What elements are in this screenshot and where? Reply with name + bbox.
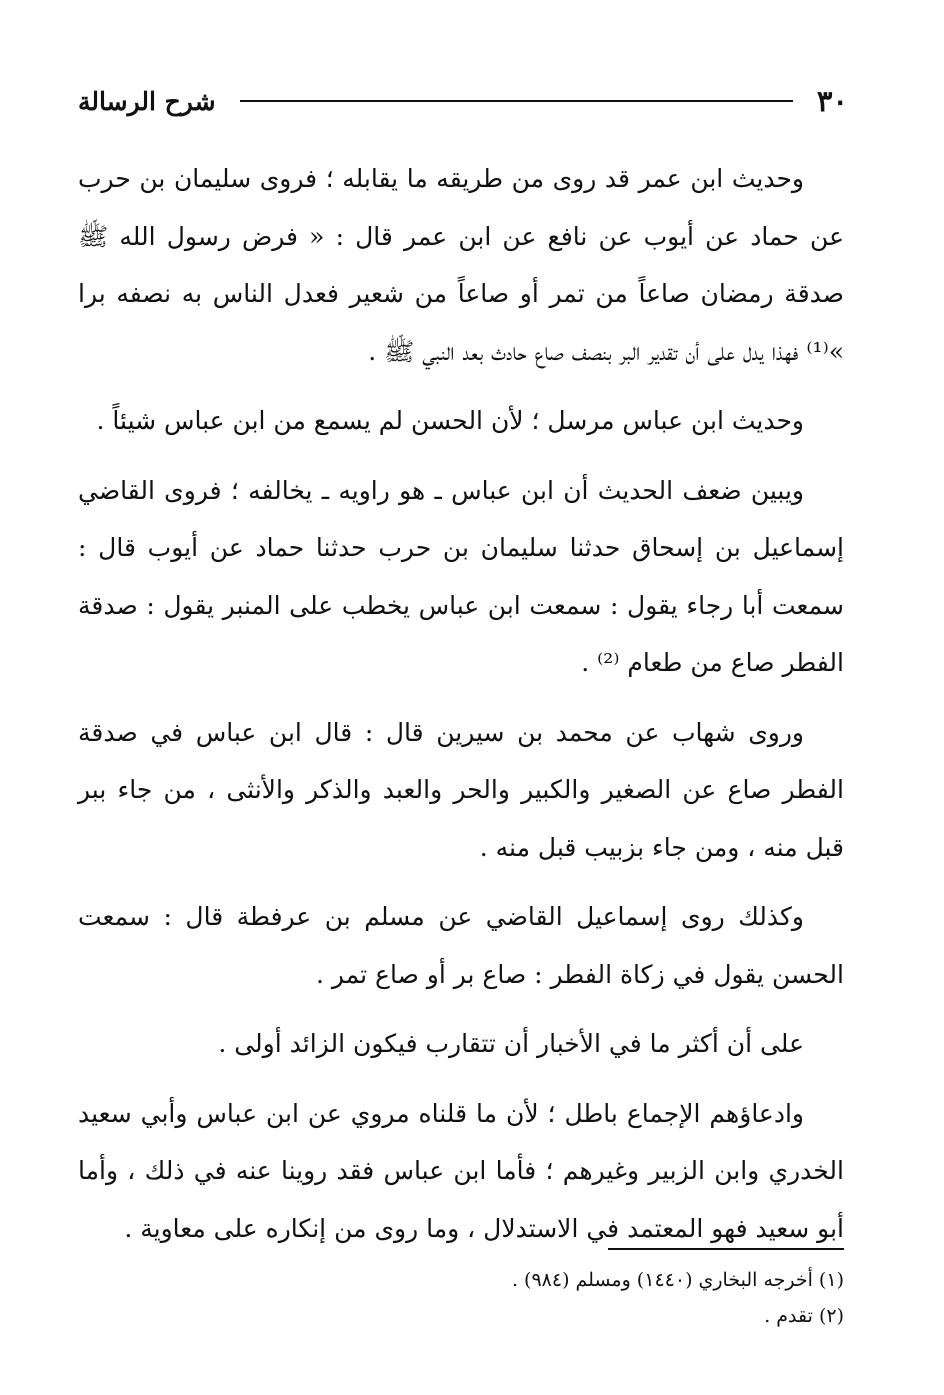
page-number: ٣٠: [816, 84, 848, 118]
footnotes: [78, 1262, 844, 1334]
footnote: (١) أخرجه البخاري (١٤٤٠) ومسلم (٩٨٤) .: [511, 1269, 844, 1291]
page-header: [78, 76, 848, 126]
paragraph: وكذلك روى إسماعيل القاضي عن مسلم بن عرفطة قال : سمعت الحسن يقول في زكاة الفطر : صاع بر أو صاع تمر .: [78, 902, 844, 989]
running-title: شرح الرسالة: [78, 86, 216, 116]
paragraph: على أن أكثر ما في الأخبار أن تتقارب فيكون الزائد أولى .: [218, 1029, 804, 1058]
footnote: (٢) تقدم .: [764, 1305, 844, 1327]
paragraph: ويبين ضعف الحديث أن ابن عباس ـ هو راويه ـ يخالفه ؛ فروى القاضي إسماعيل بن إسحاق حدثنا سليمان بن حرب حدثنا حماد عن أيوب قال : سمعت أبا رجاء يقول : سمعت ابن عباس يخطب على المنبر يقول : صدقة الفطر صاع من طعام ⁽²⁾ .: [78, 475, 844, 677]
body-text: [78, 150, 844, 1269]
footnote-rule: [608, 1248, 844, 1250]
header-rule: [240, 100, 793, 102]
paragraph: وحديث ابن عباس مرسل ؛ لأن الحسن لم يسمع من ابن عباس شيئاً .: [96, 406, 804, 435]
paragraph: وروى شهاب عن محمد بن سيرين قال : قال ابن عباس في صدقة الفطر صاع عن الصغير والكبير والحر والعبد والذكر والأنثى ، من جاء ببر قبل منه ، ومن جاء بزبيب قبل منه .: [78, 717, 844, 862]
paragraph: وحديث ابن عمر قد روى من طريقه ما يقابله ؛ فروى سليمان بن حرب عن حماد عن أيوب عن نافع عن ابن عمر قال : « فرض رسول الله ﷺ صدقة رمضان صاعاً من تمر أو صاعاً من شعير فعدل الناس به نصفه برا »⁽¹⁾ فهذا يدل على أن تقدير البر بنصف صاع حادث بعد النبي ﷺ .: [78, 164, 844, 366]
paragraph: وادعاؤهم الإجماع باطل ؛ لأن ما قلناه مروي عن ابن عباس وأبي سعيد الخدري وابن الزبير وغيرهم ؛ فأما ابن عباس فقد روينا عنه في ذلك ، وأما أبو سعيد فهو المعتمد في الاستدلال ، وما روى من إنكاره على معاوية .: [78, 1098, 844, 1243]
